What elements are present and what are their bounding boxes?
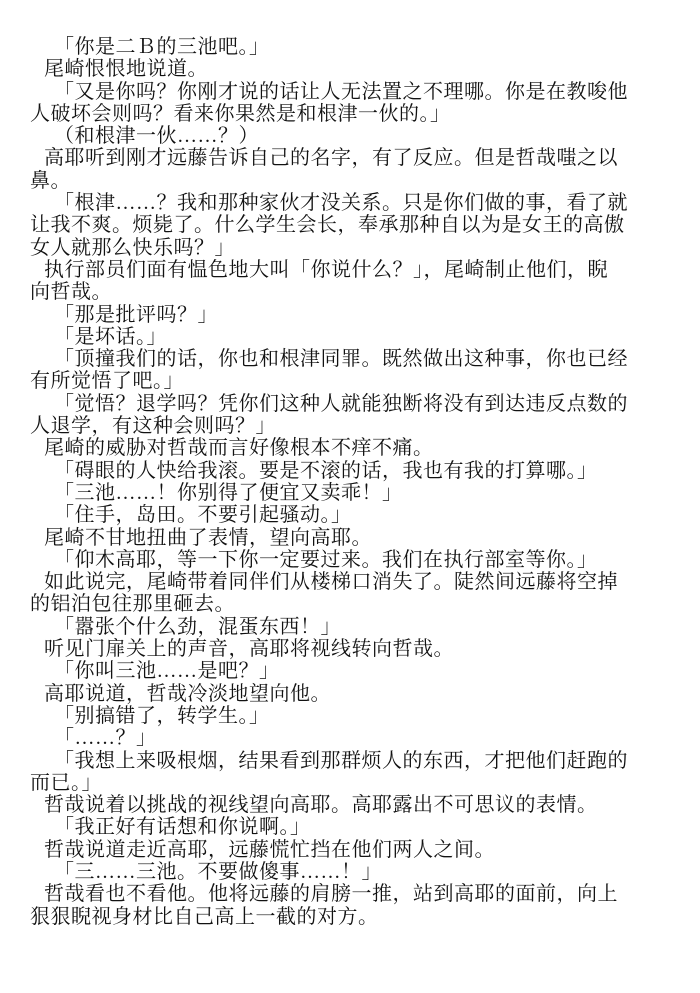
text-line: 尾崎不甘地扭曲了表情，望向高耶。	[44, 526, 372, 549]
text-line: 高耶说道，哲哉冷淡地望向他。	[44, 682, 331, 705]
text-line: 「顶撞我们的话，你也和根津同罪。既然做出这种事，你也已经	[54, 348, 628, 371]
text-line: 「碍眼的人快给我滚。要是不滚的话，我也有我的打算哪。」	[54, 459, 598, 482]
text-line: 如此说完，尾崎带着同伴们从楼梯口消失了。陡然间远藤将空掉	[44, 571, 618, 594]
text-line: 尾崎恨恨地说道。	[44, 58, 208, 81]
text-line: 鼻。	[30, 169, 71, 192]
text-line: 「我正好有话想和你说啊。」	[54, 816, 311, 839]
text-line: 「别搞错了，转学生。」	[54, 704, 270, 727]
text-line: 哲哉看也不看他。他将远藤的肩膀一推，站到高耶的面前，向上	[44, 883, 618, 906]
text-line: 人退学，有这种会则吗？」	[30, 415, 276, 438]
text-line: 听见门扉关上的声音，高耶将视线转向哲哉。	[44, 638, 454, 661]
text-line: 「你叫三池……是吧？」	[54, 660, 280, 683]
text-line: 「又是你吗？你刚才说的话让人无法置之不理哪。你是在教唆他	[54, 80, 628, 103]
text-line: 「住手，岛田。不要引起骚动。」	[54, 504, 352, 527]
page-text	[30, 36, 670, 928]
text-line: 狠狠睨视身材比自己高上一截的对方。	[30, 905, 379, 928]
text-line: 执行部员们面有愠色地大叫「你说什么？」，尾崎制止他们，睨	[44, 258, 608, 281]
text-line: 人破坏会则吗？看来你果然是和根津一伙的。」	[30, 102, 451, 125]
text-line: 让我不爽。烦毙了。什么学生会长，奉承那种自以为是女王的高傲	[30, 214, 625, 237]
text-line: 「我想上来吸根烟，结果看到那群烦人的东西，才把他们赶跑的	[54, 749, 628, 772]
text-line: 「觉悟？退学吗？凭你们这种人就能独断将没有到达违反点数的	[54, 392, 628, 415]
text-line: 有所觉悟了吧。」	[30, 370, 184, 393]
text-line: 高耶听到刚才远藤告诉自己的名字，有了反应。但是哲哉嗤之以	[44, 147, 618, 170]
text-line: 「是坏话。」	[54, 325, 167, 348]
text-line: 「三……三池。不要做傻事……！」	[54, 860, 382, 883]
text-line: 「……？」	[54, 727, 157, 750]
text-line: 「仰木高耶，等一下你一定要过来。我们在执行部室等你。」	[54, 548, 598, 571]
text-line: 尾崎的威胁对哲哉而言好像根本不痒不痛。	[44, 437, 434, 460]
text-line: 哲哉说道走近高耶，远藤慌忙挡在他们两人之间。	[44, 838, 495, 861]
text-line: （和根津一伙……？）	[54, 125, 259, 148]
text-line: 女人就那么快乐吗？」	[30, 236, 235, 259]
text-line: 「三池……！你别得了便宜又卖乖！」	[54, 481, 403, 504]
text-line: 的铝泊包往那里砸去。	[30, 593, 235, 616]
text-line: 而已。」	[30, 771, 102, 794]
text-line: 向哲哉。	[30, 281, 112, 304]
text-line: 「那是批评吗？」	[54, 303, 218, 326]
text-line: 「根津……？我和那种家伙才没关系。只是你们做的事，看了就	[54, 192, 628, 215]
text-line: 「你是二Ｂ的三池吧。」	[54, 36, 270, 58]
text-line: 哲哉说着以挑战的视线望向高耶。高耶露出不可思议的表情。	[44, 794, 598, 817]
text-line: 「嚣张个什么劲，混蛋东西！」	[54, 615, 341, 638]
